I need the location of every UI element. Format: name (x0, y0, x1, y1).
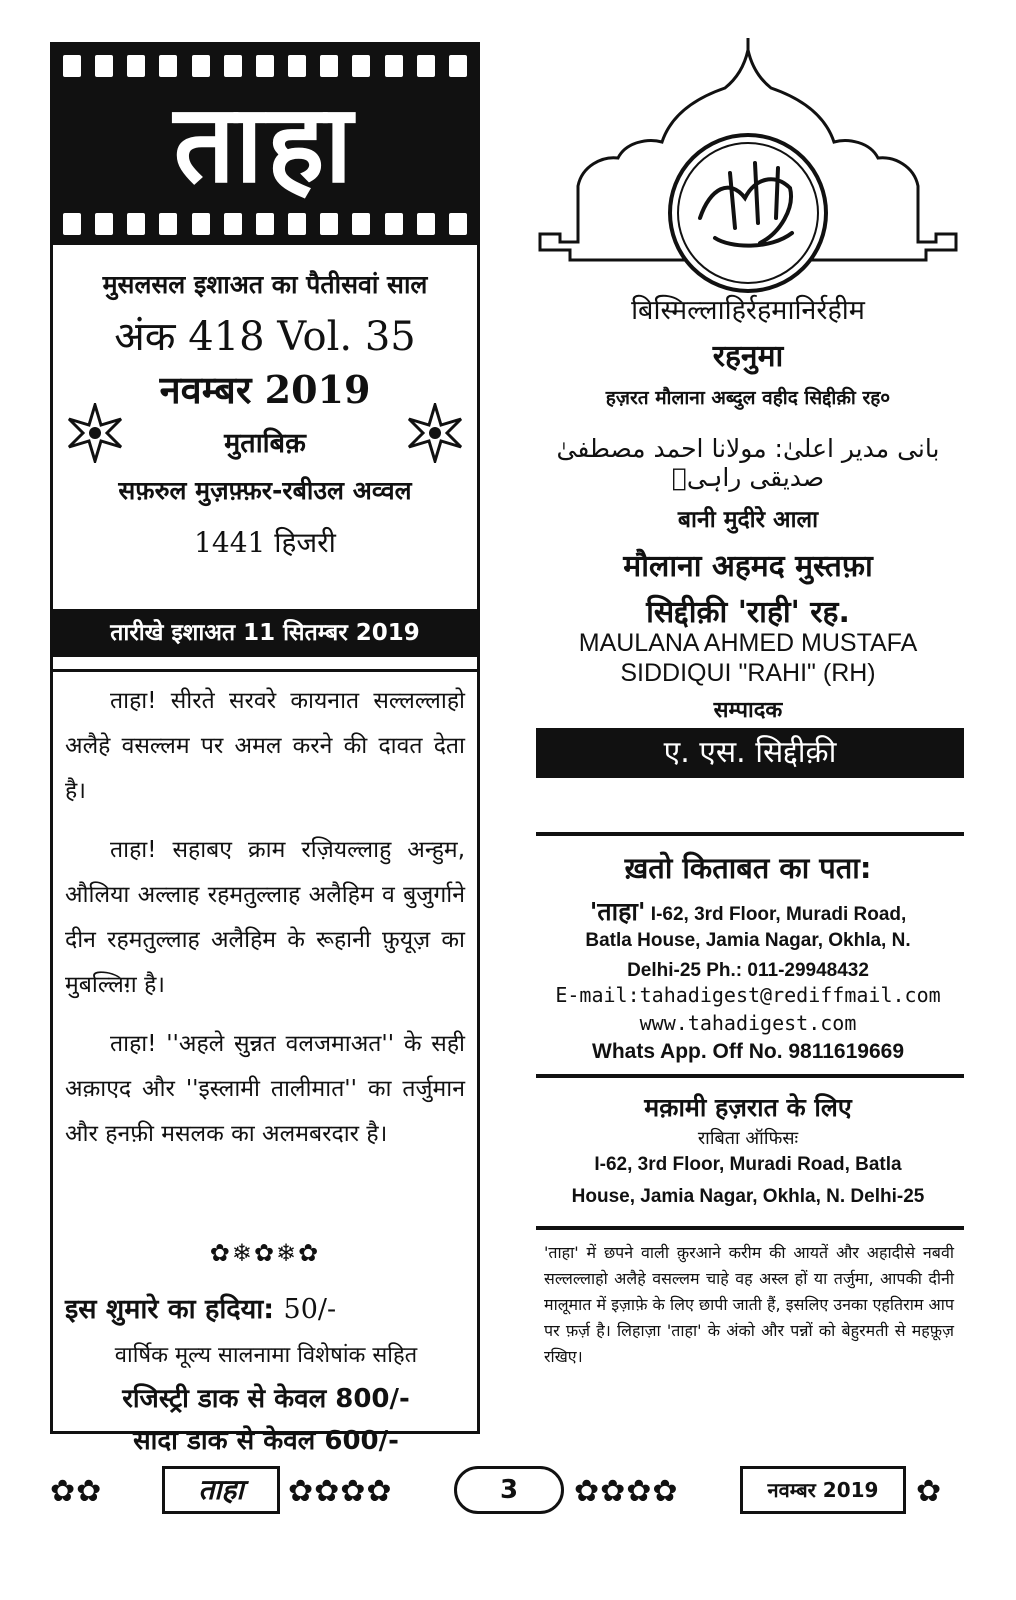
annual-price-label: वार्षिक मूल्य सालनामा विशेषांक सहित (114, 1343, 418, 1368)
flower-ornament-icon: ✿ (916, 1474, 943, 1509)
founder-name-english (530, 628, 966, 688)
registered-post-price: रजिस्ट्री डाक से केवल 800/- (122, 1384, 410, 1414)
divider (536, 832, 964, 836)
address-taha: 'ताहा' (589, 897, 646, 926)
flower-ornament-icon: ✿✿✿✿ (288, 1474, 393, 1509)
page-number: 3 (454, 1466, 564, 1514)
film-strip-top (63, 55, 467, 77)
local-heading: मक़ामी हज़रात के लिए (644, 1093, 852, 1122)
about-paragraph: ताहा! सीरते सरवरे कायनात सल्लल्लाहो अलैहे वसल्लम पर अमल करने की दावत देता है। (65, 688, 465, 804)
about-text (65, 679, 465, 1171)
mutabiq-label: मुताबिक़ (224, 428, 306, 459)
founder-name-hindi: मौलाना अहमद मुस्तफ़ा (623, 549, 873, 584)
footer-title: ताहा (162, 1466, 280, 1514)
website-url: www.tahadigest.com (639, 1011, 857, 1035)
editor-name-bar: ए. एस. सिद्दीक़ी (536, 728, 964, 778)
local-address-line1: I-62, 3rd Floor, Muradi Road, Batla (594, 1154, 902, 1175)
founder-name-english-line1: MAULANA AHMED MUSTAFA (578, 629, 918, 657)
issue-info (53, 245, 477, 605)
left-column (50, 42, 480, 1456)
issue-year-line: मुसलसल इशाअत का पैतीसवां साल (102, 270, 428, 299)
masthead-title: ताहा (173, 82, 357, 207)
star-icon (405, 403, 465, 463)
divider (536, 1226, 964, 1230)
address-line2: Batla House, Jamia Nagar, Okhla, N. (585, 930, 911, 951)
local-office-label: राबिता ऑफिसः (697, 1128, 799, 1149)
flower-ornament-icon: ✿❄✿❄✿ (209, 1239, 321, 1267)
masthead (53, 45, 477, 245)
address-line (530, 894, 966, 928)
whatsapp-number: Whats App. Off No. 9811619669 (592, 1040, 904, 1063)
editor-label: सम्पादक (713, 698, 783, 723)
publication-date-bar: तारीखे इशाअत 11 सितम्बर 2019 (53, 609, 477, 657)
price-amount: 50/- (283, 1294, 337, 1325)
price-label: इस शुमारे का हदिया: (65, 1294, 275, 1325)
divider (536, 1074, 964, 1078)
ordinary-post-price: सादा डाक से केवल 600/- (133, 1426, 399, 1456)
address-heading: ख़तो किताबत का पता: (624, 851, 872, 885)
page-footer (50, 1462, 966, 1522)
dome-emblem-icon (530, 38, 966, 298)
about-paragraph: ताहा! ''अहले सुन्नत वलजमाअत'' के सही अक़ाएद और ''इस्लामी तालीमात'' का तर्जुमान और हनफ़ी मसलक का अलमबरदार है। (65, 1031, 465, 1147)
founder-label: बानी मुदीरे आला (677, 507, 819, 533)
price-line (65, 1289, 467, 1326)
address-line1: I-62, 3rd Floor, Muradi Road, (650, 904, 907, 925)
founder-urdu: بانی مدیر اعلیٰ: مولانا احمد مصطفیٰ صدیقی راہیؔ (556, 434, 940, 492)
issue-month: नवम्बर 2019 (159, 367, 371, 412)
founder-name-english-line2: SIDDIQUI "RAHI" (RH) (620, 659, 876, 687)
address-phone: Delhi-25 Ph.: 011-29948432 (627, 960, 869, 981)
email-address: E-mail:tahadigest@rediffmail.com (555, 983, 941, 1007)
divider (53, 657, 477, 672)
issue-number: अंक 418 Vol. 35 (114, 314, 416, 360)
flower-ornament-icon: ✿✿ (50, 1474, 103, 1509)
rahnuma-label: रहनुमा (712, 339, 784, 374)
footer-date: नवम्बर 2019 (740, 1466, 906, 1514)
local-address-line2: House, Jamia Nagar, Okhla, N. Delhi-25 (571, 1186, 925, 1207)
founder-surname-hindi: सिद्दीक़ी 'राही' रह. (646, 595, 850, 630)
about-paragraph: ताहा! सहाबए क्राम रज़ियल्लाहु अन्हुम, औलिया अल्लाह रहमतुल्लाह अलैहिम व बुजुर्गाने दीन रहमतुल्लाह अलैहिम के रूहानी फ़ुयूज़ का मुबल्लिग़ है। (65, 837, 465, 998)
hijri-year: 1441 हिजरी (194, 526, 336, 559)
flower-ornament-icon: ✿✿✿✿ (574, 1474, 679, 1509)
bismillah-text: बिस्मिल्लाहिर्रहमानिर्रहीम (631, 295, 865, 326)
film-strip-bottom (63, 213, 467, 235)
respect-notice: 'ताहा' में छपने वाली क़ुरआने करीम की आयतें और अहादीसे नबवी सल्लल्लाहो अलैहे वसल्लम चाहे वह अस्ल हों या तर्जुमा, आपकी दीनी मालूमात में इज़ाफ़े के लिए छापी जाती हैं, इसलिए उनका एहतिराम आप पर फ़र्ज़ है। लिहाज़ा 'ताहा' के अंको और पन्नों को बेहुरमती से महफ़ूज़ रखिए। (544, 1243, 954, 1366)
patron-name: हज़रत मौलाना अब्दुल वहीद सिद्दीक़ी रह० (605, 387, 891, 409)
hijri-months: सफ़रुल मुज़फ़्फ़र-रबीउल अव्वल (118, 476, 412, 505)
